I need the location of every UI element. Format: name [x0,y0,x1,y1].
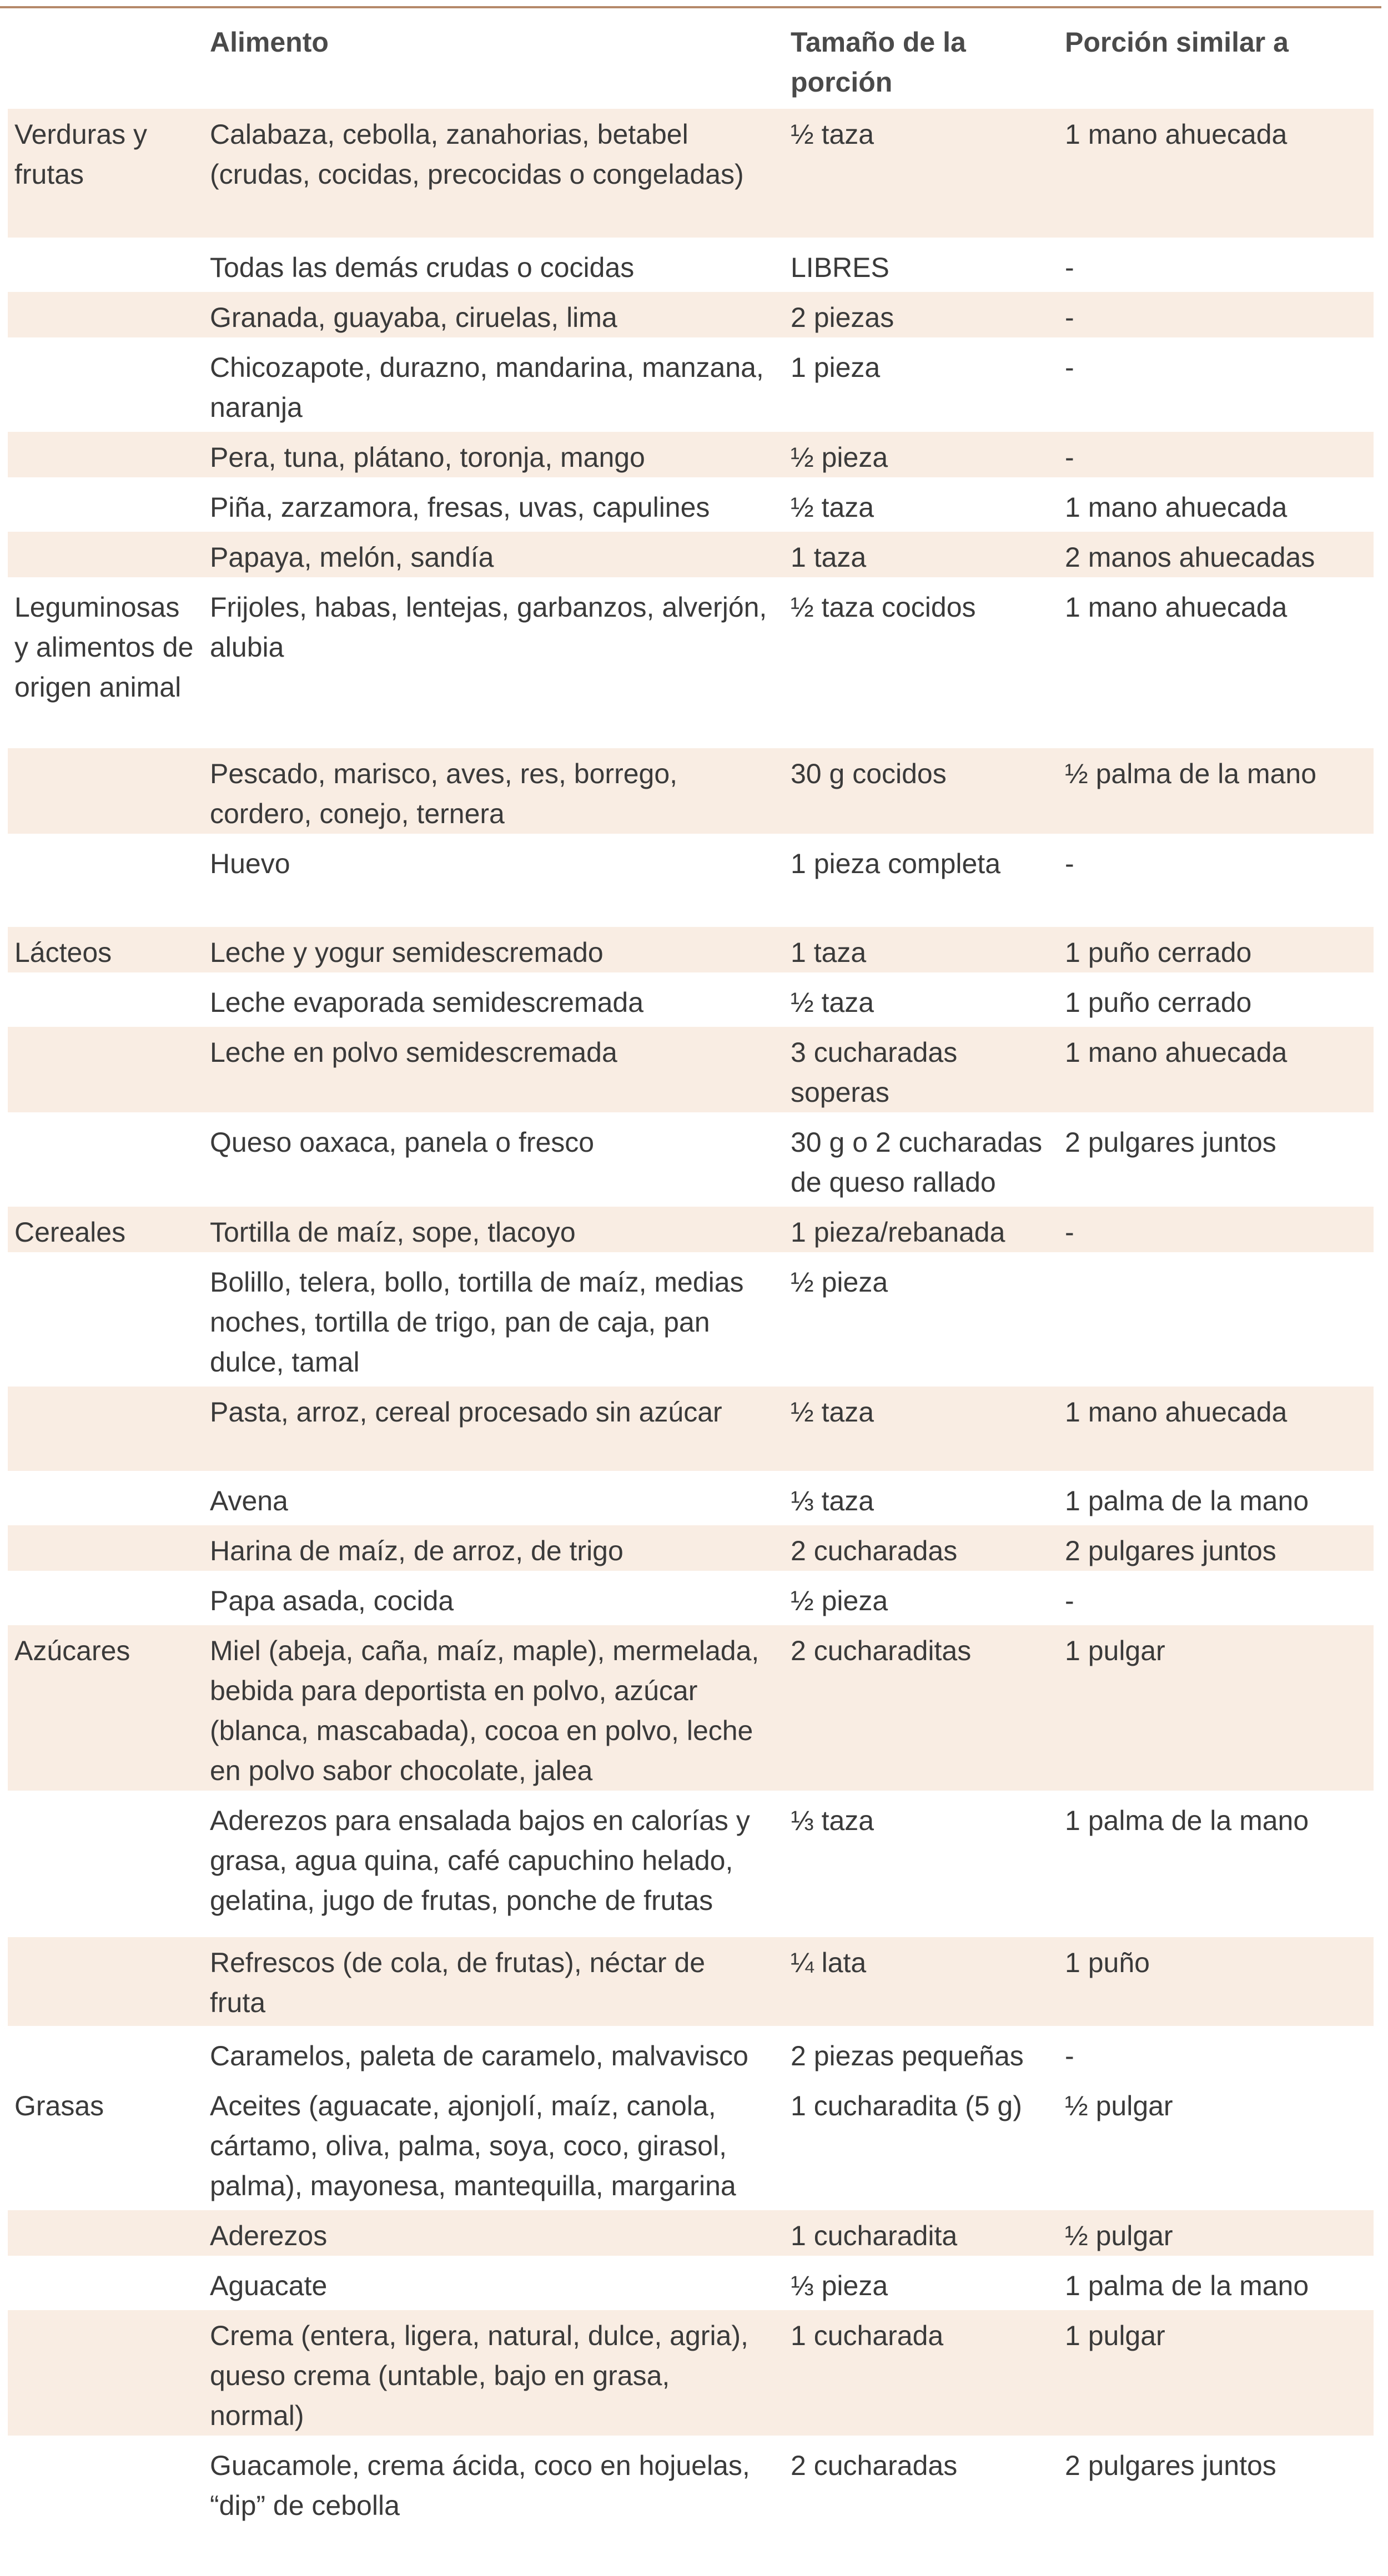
category-cell [8,975,203,1025]
similar-cell: - [1058,1204,1374,1254]
similar-cell: - [1058,2028,1374,2078]
similar-cell: 1 puño cerrado [1058,925,1374,975]
portion-cell: ½ pieza [784,1573,1058,1623]
category-cell [8,1384,203,1473]
table-row [8,1935,1374,2028]
table-row [8,2028,1374,2078]
similar-cell: - [1058,1573,1374,1623]
food-cell: Leche en polvo semidescremada [203,1025,784,1115]
table-row [8,107,1374,240]
table-row [8,2078,1374,2208]
food-cell: Chicozapote, durazno, mandarina, manzana, naranja [203,340,784,430]
category-cell: Lácteos [8,925,203,975]
portion-cell: 2 cucharadas [784,1523,1058,1573]
table-header-row [8,19,1374,107]
portion-cell: 1 pieza/rebanada [784,1204,1058,1254]
category-cell [8,240,203,290]
category-cell [8,1523,203,1573]
portion-cell: 2 piezas [784,290,1058,340]
portion-cell: ⅓ taza [784,1473,1058,1523]
table-row [8,1025,1374,1115]
similar-cell: 1 pulgar [1058,1623,1374,1793]
table-row [8,1115,1374,1204]
category-cell: Cereales [8,1204,203,1254]
similar-cell: 1 mano ahuecada [1058,107,1374,240]
category-cell [8,836,203,925]
portion-cell: 2 cucharadas [784,2438,1058,2529]
category-cell [8,2258,203,2308]
food-cell: Aceites (aguacate, ajonjolí, maíz, canola, cártamo, oliva, palma, soya, coco, girasol, palma), mayonesa, mantequilla, margarina [203,2078,784,2208]
header-category [8,19,203,107]
table-row [8,2258,1374,2308]
table-row [8,2308,1374,2438]
table-row [8,2438,1374,2529]
food-cell: Todas las demás crudas o cocidas [203,240,784,290]
category-cell: Verduras y frutas [8,107,203,240]
table-row [8,1473,1374,1523]
table-row [8,1384,1374,1473]
similar-cell: - [1058,290,1374,340]
table-row [8,480,1374,530]
similar-cell: 1 mano ahuecada [1058,480,1374,530]
category-cell [8,1025,203,1115]
category-cell [8,1793,203,1935]
portion-cell: 30 g cocidos [784,746,1058,836]
portion-cell: ½ taza [784,975,1058,1025]
food-cell: Tortilla de maíz, sope, tlacoyo [203,1204,784,1254]
category-cell [8,530,203,579]
similar-cell: 2 manos ahuecadas [1058,530,1374,579]
similar-cell: ½ pulgar [1058,2208,1374,2258]
category-cell [8,1254,203,1384]
category-cell [8,1935,203,2028]
food-cell: Harina de maíz, de arroz, de trigo [203,1523,784,1573]
food-cell: Aguacate [203,2258,784,2308]
food-cell: Bolillo, telera, bollo, tortilla de maíz, medias noches, tortilla de trigo, pan de caja, pan dulce, tamal [203,1254,784,1384]
portion-cell: ½ pieza [784,430,1058,480]
category-cell [8,1473,203,1523]
table-row [8,925,1374,975]
similar-cell: ½ palma de la mano [1058,746,1374,836]
food-cell: Pescado, marisco, aves, res, borrego, cordero, conejo, ternera [203,746,784,836]
table-row [8,2208,1374,2258]
portion-cell: 1 cucharadita (5 g) [784,2078,1058,2208]
similar-cell: - [1058,240,1374,290]
food-cell: Aderezos [203,2208,784,2258]
header-portion-size: Tamaño de la porción [791,27,966,98]
food-cell: Leche evaporada semidescremada [203,975,784,1025]
portion-cell: ½ taza [784,107,1058,240]
food-cell: Huevo [203,836,784,925]
similar-cell: 1 puño [1058,1935,1374,2028]
similar-cell: 1 puño cerrado [1058,975,1374,1025]
food-cell: Granada, guayaba, ciruelas, lima [203,290,784,340]
similar-cell: 1 mano ahuecada [1058,579,1374,746]
food-cell: Pera, tuna, plátano, toronja, mango [203,430,784,480]
food-cell: Leche y yogur semidescremado [203,925,784,975]
portion-cell: 1 cucharada [784,2308,1058,2438]
portion-cell: 1 taza [784,925,1058,975]
category-cell [8,2438,203,2529]
food-cell: Pasta, arroz, cereal procesado sin azúcar [203,1384,784,1473]
category-cell [8,290,203,340]
similar-cell: 1 mano ahuecada [1058,1384,1374,1473]
similar-cell: - [1058,836,1374,925]
category-cell [8,340,203,430]
food-cell: Calabaza, cebolla, zanahorias, betabel (crudas, cocidas, precocidas o congeladas) [203,107,784,240]
table-row [8,530,1374,579]
header-similar-portion: Porción similar a [1065,27,1289,58]
table-row [8,1793,1374,1935]
food-cell: Papa asada, cocida [203,1573,784,1623]
table-row [8,579,1374,746]
table-row [8,340,1374,430]
portion-cell: ¼ lata [784,1935,1058,2028]
table-row [8,836,1374,925]
food-cell: Caramelos, paleta de caramelo, malvavisco [203,2028,784,2078]
portion-cell: 1 taza [784,530,1058,579]
food-cell: Queso oaxaca, panela o fresco [203,1115,784,1204]
similar-cell: - [1058,340,1374,430]
portion-cell: ½ taza cocidos [784,579,1058,746]
food-cell: Avena [203,1473,784,1523]
food-cell: Frijoles, habas, lentejas, garbanzos, alverjón, alubia [203,579,784,746]
table-row [8,430,1374,480]
similar-cell: 1 palma de la mano [1058,1473,1374,1523]
table-row [8,1523,1374,1573]
category-cell [8,2308,203,2438]
table-row [8,290,1374,340]
food-cell: Aderezos para ensalada bajos en calorías y grasa, agua quina, café capuchino helado, gelatina, jugo de frutas, ponche de frutas [203,1793,784,1935]
category-cell: Leguminosas y alimentos de origen animal [8,579,203,746]
table-row [8,1204,1374,1254]
table-row [8,1623,1374,1793]
similar-cell: 1 pulgar [1058,2308,1374,2438]
portion-cell: 2 cucharaditas [784,1623,1058,1793]
portion-cell: 1 cucharadita [784,2208,1058,2258]
food-cell: Piña, zarzamora, fresas, uvas, capulines [203,480,784,530]
header-food: Alimento [210,27,329,58]
similar-cell: ½ pulgar [1058,2078,1374,2208]
category-cell: Azúcares [8,1623,203,1793]
portion-cell: ½ pieza [784,1254,1058,1384]
similar-cell [1058,1254,1374,1384]
food-cell: Miel (abeja, caña, maíz, maple), mermelada, bebida para deportista en polvo, azúcar (blanca, mascabada), cocoa en polvo, leche en polvo sabor chocolate, jalea [203,1623,784,1793]
portion-cell: 1 pieza [784,340,1058,430]
similar-cell: 2 pulgares juntos [1058,1115,1374,1204]
portion-cell: ⅓ pieza [784,2258,1058,2308]
portion-cell: 3 cucharadas soperas [784,1025,1058,1115]
category-cell [8,2208,203,2258]
portion-cell: 2 piezas pequeñas [784,2028,1058,2078]
portion-cell: ⅓ taza [784,1793,1058,1935]
category-cell [8,1573,203,1623]
portion-table [8,19,1374,2529]
portion-cell: ½ taza [784,1384,1058,1473]
category-cell [8,746,203,836]
table-row [8,1254,1374,1384]
table-row [8,1573,1374,1623]
food-cell: Crema (entera, ligera, natural, dulce, agria), queso crema (untable, bajo en grasa, normal) [203,2308,784,2438]
similar-cell: 1 palma de la mano [1058,2258,1374,2308]
table-row [8,746,1374,836]
table-row [8,240,1374,290]
similar-cell: 2 pulgares juntos [1058,2438,1374,2529]
food-cell: Refrescos (de cola, de frutas), néctar de fruta [203,1935,784,2028]
portion-cell: ½ taza [784,480,1058,530]
category-cell [8,480,203,530]
food-cell: Guacamole, crema ácida, coco en hojuelas, “dip” de cebolla [203,2438,784,2529]
category-cell [8,1115,203,1204]
food-cell: Papaya, melón, sandía [203,530,784,579]
similar-cell: - [1058,430,1374,480]
category-cell [8,430,203,480]
category-cell: Grasas [8,2078,203,2208]
similar-cell: 2 pulgares juntos [1058,1523,1374,1573]
category-cell [8,2028,203,2078]
portion-cell: LIBRES [784,240,1058,290]
portion-cell: 1 pieza completa [784,836,1058,925]
table-row [8,975,1374,1025]
top-rule [0,6,1381,8]
portion-cell: 30 g o 2 cucharadas de queso rallado [784,1115,1058,1204]
similar-cell: 1 palma de la mano [1058,1793,1374,1935]
similar-cell: 1 mano ahuecada [1058,1025,1374,1115]
